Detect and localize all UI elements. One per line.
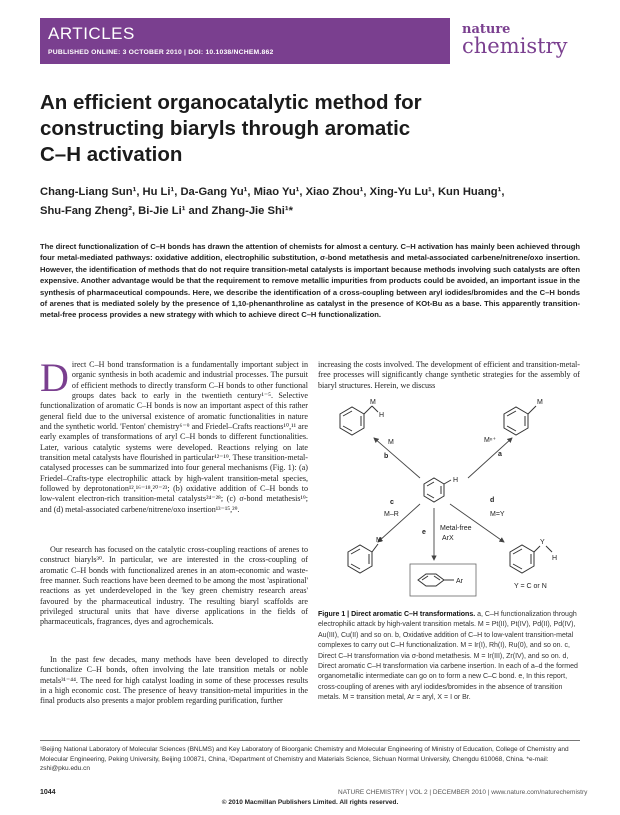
product-box: [410, 564, 476, 596]
benzene-ring-bottom-right: [510, 545, 552, 573]
caption-text: a, C–H functionalization through electrophilic attack by high-valent transition metals. M = Pt(II), Pt(IV), Pd(II), Pd(IV), Au(III), Cu(II) and so on. b, Oxidative addition of C–H to low-valent transition-metal complexes to carry out C–H functionalization. M = Ir(I), Rh(I), Ru(0), and so on. c, Direct C–H transformation via σ-bond metathesis. M = Ir(III), Zr(IV), and so on. d, Direct aromatic C–H transformation via carbene insertion. In each of a–d the formed organometallic intermediate can go on to form a new C–C bond. e, In this report, cross-coupling of arenes with aryl iodides/bromides in the absence of transition metals. M = transition metal, Ar = aryl, X = I or Br.: [318, 611, 578, 702]
body-paragraph-col2: increasing the costs involved. The development of efficient and transition-metal-free processes will significantly change synthetic strategies for the assembly of biaryl structures. Herein, we discuss: [318, 360, 580, 390]
arrow-a-reagent: Mⁿ⁺: [484, 437, 497, 444]
publication-info: PUBLISHED ONLINE: 3 OCTOBER 2010 | DOI: 10.1038/NCHEM.862: [48, 49, 274, 56]
body-paragraph-3: [40, 655, 308, 707]
section-label: ARTICLES: [48, 24, 135, 43]
label-top-h: H: [379, 412, 385, 419]
journal-footer: NATURE CHEMISTRY | VOL 2 | DECEMBER 2010 | www.nature.com/naturechemistry: [338, 789, 588, 796]
journal-logo-top: nature: [462, 22, 511, 37]
label-right-m: M: [537, 399, 543, 406]
arrow-d: [450, 504, 504, 542]
benzene-ring-top-right: [504, 406, 536, 435]
copyright: © 2010 Macmillan Publishers Limited. All rights reserved.: [221, 799, 399, 806]
arrow-b-reagent: M: [388, 439, 394, 446]
label-top-m: M: [370, 399, 376, 406]
benzene-ring-center: [424, 478, 451, 502]
page-number: 1044: [40, 789, 56, 796]
body-paragraph-2: [40, 545, 308, 628]
arrow-c-reagent: M–R: [384, 511, 399, 518]
label-b: b: [384, 453, 389, 460]
paragraph-text: In the past few decades, many methods have been developed to directly functionalize C–H bonds, often involving the late transition metals or noble metals³¹⁻⁴⁴. The need for high catalyst loading in some of these processes results in a high economic cost. The presence of heavy transition-metal impurities in the final products also presents a major problem regarding purification, further: [40, 655, 308, 706]
label-right-y: Y: [540, 539, 545, 546]
arrow-a: [468, 438, 512, 478]
author-list: [40, 183, 580, 221]
author-line: Chang-Liang Sun¹, Hu Li¹, Da-Gang Yu¹, Miao Yu¹, Xiao Zhou¹, Xing-Yu Lu¹, Kun Huang¹,: [40, 186, 505, 198]
drop-cap: D: [40, 355, 69, 400]
author-line: Shu-Fang Zheng², Bi-Jie Li¹ and Zhang-Jie Shi¹*: [40, 205, 293, 217]
journal-logo-bottom: chemistry: [462, 34, 568, 58]
arrow-b: [374, 438, 420, 478]
benzene-ring-bottom-left: [348, 544, 378, 573]
title-line: C–H activation: [40, 143, 183, 166]
affiliations: ¹Beijing National Laboratory of Molecular Sciences (BNLMS) and Key Laboratory of Bioorganic Chemistry and Molecular Engineering of Ministry of Education, College of Chemistry and Molecular Engineering, Peking University, Beijing 100871, China, ²Department of Chemistry and Materials Science, Sichuan Normal University, Chengdu 610068, China. *e-mail: zshi@pku.edu.cn: [40, 746, 569, 773]
arrow-e-reagent-1: Metal-free: [440, 525, 472, 532]
title-line: constructing biaryls through aromatic: [40, 117, 411, 140]
paragraph-text: Our research has focused on the catalytic cross-coupling reactions of arenes to construct biaryls³⁰. In particular, we are interested in the cross-coupling of aromatic C–H bonds with functionalized arenes in an atom-economic and waste-free manner. Such reactions have been deemed to be among the most 'aspirational' reactions as yet underdeveloped in the 'key green chemistry research areas' favoured by the pharmaceutical industry. The resulting biaryl scaffolds are privileged structural units that have diverse applications in the fields of pharmaceuticals, fragrances, dyes and agrochemicals.: [40, 545, 308, 627]
article-title: [40, 90, 520, 168]
label-a: a: [498, 451, 502, 458]
footnote-divider: [40, 740, 580, 741]
label-c: c: [390, 499, 394, 506]
label-e: e: [422, 529, 426, 536]
label-ar: Ar: [456, 578, 463, 585]
arrow-e-reagent-2: ArX: [442, 535, 454, 542]
title-line: An efficient organocatalytic method for: [40, 91, 422, 114]
label-right-h: H: [552, 555, 558, 562]
abstract: The direct functionalization of C–H bonds has drawn the attention of chemists for almost a century. C–H activation has mainly been achieved through four metal-mediated pathways: oxidative addition, electrophilic substitution, σ-bond metathesis and metal-associated carbene/nitrene/oxo insertion. However, the identification of methods that do not require transition-metal catalysts is important because methods involving such catalysts are often expensive. Another advantage would be that the requirement to remove metallic impurities from products could be avoided, an important issue in the synthesis of pharmaceutical compounds. Here, we describe the identification of a cross-coupling between aryl iodides/bromides and the C–H bonds of arenes that is mediated solely by the presence of 1,10-phenanthroline as catalyst in the presence of KOt-Bu as a base. This apparently transition-metal-free process provides a new strategy with which to achieve direct C–H functionalization.: [40, 242, 580, 320]
figure-caption: [318, 610, 580, 704]
label-left-m: M: [376, 537, 382, 544]
figure-1-scheme: [318, 392, 580, 604]
label-center-h: H: [453, 477, 459, 484]
body-paragraph-1: [40, 355, 308, 515]
arrow-d-reagent: M=Y: [490, 511, 505, 518]
label-y-definition: Y = C or N: [514, 583, 547, 590]
paragraph-text: irect C–H bond transformation is a fundamentally important subject in organic synthesis in both academic and industrial processes. The pursuit of efficient methods to directly transform C–H bonds to other functional groups dates back to early in the twentieth century¹⁻⁵. Selective functionalization of aromatic C–H bonds is now an important aspect of this rather general field due to the universal existence of aromatic functionalities in nature and the synthetic world. 'Fenton' chemistry⁶⁻⁹ and Friedel–Crafts reactions¹⁰,¹¹ are early examples of transformations of aryl C–H bonds to different functionalities. Later, various catalytic systems were developed. Reactions relying on late transition metal catalysts have flourished in particular¹²⁻¹⁹. These transition-metal-catalysed processes can be summarized into four general mechanisms (Fig. 1): (a) Friedel–Crafts-type electrophilic attack by high-valent transition-metal species, followed by deprotonation¹²,¹⁶⁻¹⁸,²⁰⁻²³; (b) oxidative addition of C–H bonds to low-valent electron-rich transition-metal catalysts²⁴⁻²⁸; (c) σ-bond metathesis¹⁹; and (d) metal-associated carbene/nitrene/oxo insertion¹³⁻¹⁵,²⁹.: [40, 360, 308, 514]
arrow-c: [378, 504, 420, 542]
caption-label: Figure 1 | Direct aromatic C–H transformations.: [318, 611, 476, 618]
benzene-ring-product: [418, 574, 454, 586]
label-d: d: [490, 497, 495, 504]
benzene-ring-top-left: [340, 406, 378, 435]
